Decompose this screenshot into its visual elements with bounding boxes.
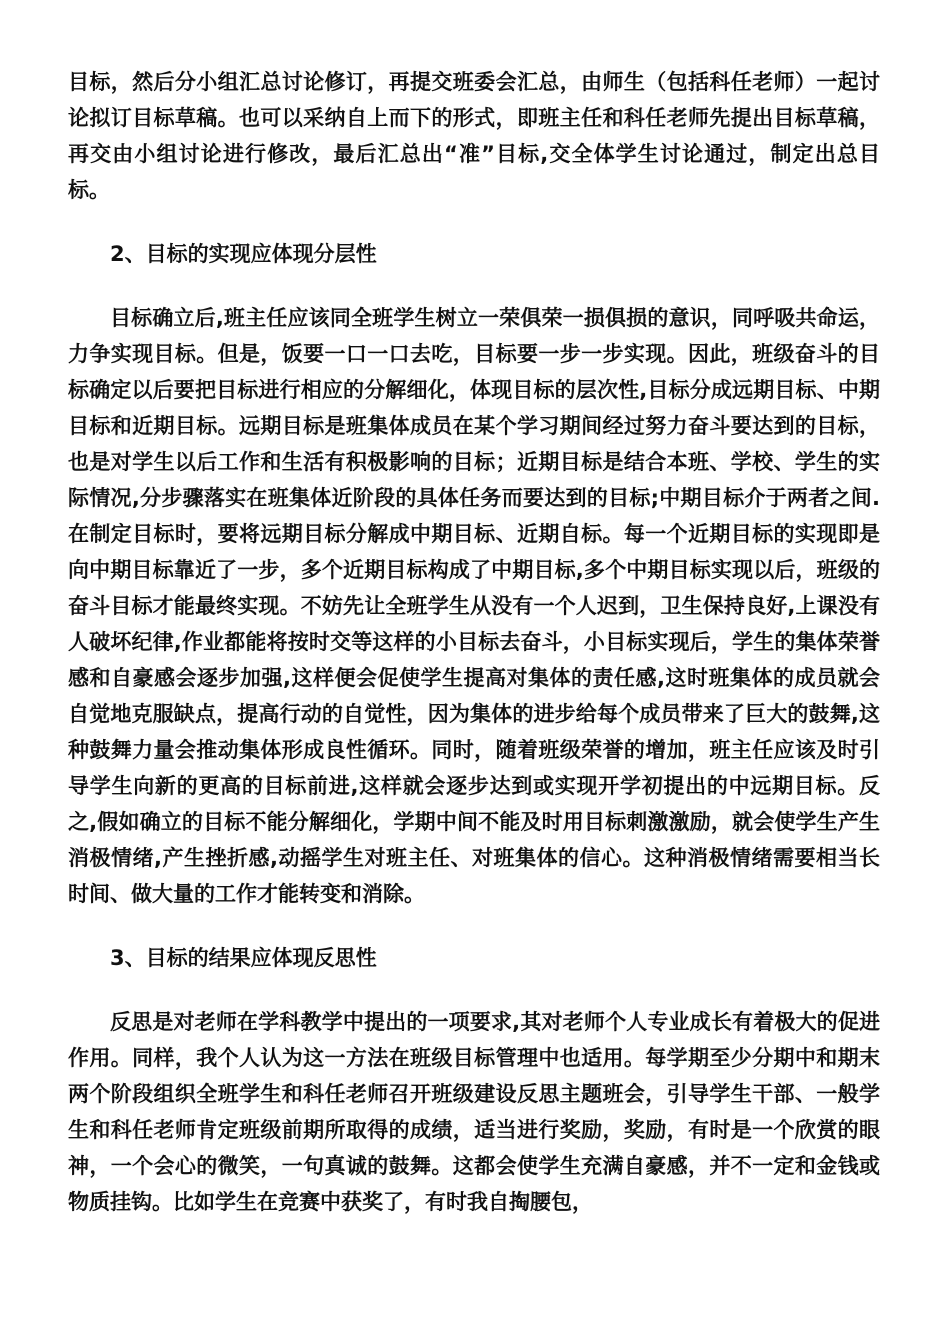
paragraph-layered-goals: 目标确立后,班主任应该同全班学生树立一荣俱荣一损俱损的意识，同呼吸共命运，力争实现目标。但是，饭要一口一口去吃，目标要一步一步实现。因此，班级奋斗的目标确定以后要把目标进行相应的分解细化，体现目标的层次性,目标分成远期目标、中期目标和近期目标。远期目标是班集体成员在某个学习期间经过努力奋斗要达到的目标，也是对学生以后工作和生活有积极影响的目标；近期目标是结合本班、学校、学生的实际情况,分步骤落实在班集体近阶段的具体任务而要达到的目标;中期目标介于两者之间.在制定目标时，要将远期目标分解成中期目标、近期自标。每一个近期目标的实现即是向中期目标靠近了一步，多个近期目标构成了中期目标,多个中期目标实现以后，班级的奋斗目标才能最终实现。不妨先让全班学生从没有一个人迟到，卫生保持良好,上课没有人破坏纪律,作业都能将按时交等这样的小目标去奋斗，小目标实现后，学生的集体荣誉感和自豪感会逐步加强,这样便会促使学生提高对集体的责任感,这时班集体的成员就会自觉地克服缺点，提高行动的自觉性，因为集体的进步给每个成员带来了巨大的鼓舞,这种鼓舞力量会推动集体形成良性循环。同时，随着班级荣誉的增加，班主任应该及时引导学生向新的更高的目标前进,这样就会逐步达到或实现开学初提出的中远期目标。反之,假如确立的目标不能分解细化，学期中间不能及时用目标刺激激励，就会使学生产生消极情绪,产生挫折感,动摇学生对班主任、对班集体的信心。这种消极情绪需要相当长时间、做大量的工作才能转变和消除。 <box>68 306 880 906</box>
paragraph-gap <box>68 912 880 940</box>
paragraph-gap <box>68 976 880 1004</box>
paragraph-continued: 目标，然后分小组汇总讨论修订，再提交班委会汇总，由师生（包括科任老师）一起讨论拟订目标草稿。也可以采纳自上而下的形式，即班主任和科任老师先提出目标草稿，再交由小组讨论进行修改，最后汇总出“准”目标,交全体学生讨论通过，制定出总目标。 <box>68 70 880 202</box>
document-page <box>68 64 880 1220</box>
paragraph-reflection: 反思是对老师在学科教学中提出的一项要求,其对老师个人专业成长有着极大的促进作用。同样，我个人认为这一方法在班级目标管理中也适用。每学期至少分期中和期末两个阶段组织全班学生和科任老师召开班级建设反思主题班会，引导学生干部、一般学生和科任老师肯定班级前期所取得的成绩，适当进行奖励，奖励，有时是一个欣赏的眼神，一个会心的微笑，一句真诚的鼓舞。这都会使学生充满自豪感，并不一定和金钱或物质挂钩。比如学生在竞赛中获奖了，有时我自掏腰包， <box>68 1010 880 1214</box>
section-heading-3: 3、目标的结果应体现反思性 <box>110 946 377 970</box>
section-heading-2: 2、目标的实现应体现分层性 <box>110 242 377 266</box>
paragraph-gap <box>68 208 880 236</box>
paragraph-gap <box>68 272 880 300</box>
